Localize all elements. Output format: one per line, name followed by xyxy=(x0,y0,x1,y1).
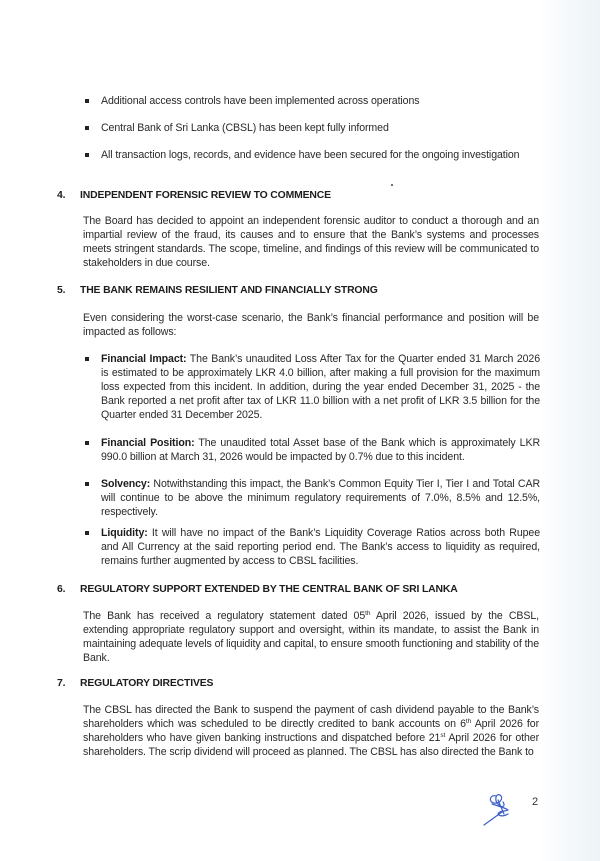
list-item-solvency xyxy=(84,477,540,519)
bullet-icon xyxy=(84,121,101,135)
section-5-heading xyxy=(57,284,547,298)
list-item-liquidity xyxy=(84,526,540,568)
signature-initials-icon xyxy=(478,792,528,828)
page-number: 2 xyxy=(532,796,539,808)
section-4-heading xyxy=(57,189,547,203)
bullet-label: Financial Position: xyxy=(101,437,195,449)
section-7-body: The CBSL has directed the Bank to suspend the payment of cash dividend payable to the Bank’s shareholders which was scheduled to be directly credited to bank accounts on 6th April 2026 for shareholders who have given banking instructions and dispatched before 21st April 2026 for other shareholders. The scrip dividend will proceed as planned. The CBSL has also directed the Bank to xyxy=(83,704,540,758)
bullet-icon xyxy=(84,94,101,108)
section-title: REGULATORY DIRECTIVES xyxy=(80,678,214,689)
section-number: 5. xyxy=(57,285,66,296)
bullet-label: Financial Impact: xyxy=(101,353,187,365)
section-5-intro: Even considering the worst-case scenario, the Bank’s financial performance and position will be impacted as follows: xyxy=(83,312,539,338)
scan-artifact xyxy=(391,184,393,186)
bullet-icon xyxy=(84,148,101,162)
bullet-text: Financial Impact: The Bank’s unaudited Loss After Tax for the Quarter ended 31 March 2026 is estimated to be approximately LKR 4.0 billion, after making a full provision for the maximum loss expected from this incident. In addition, during the year ended December 31, 2025 - the Bank reported a net profit after tax of LKR 11.0 billion with a net profit of LKR 3.5 billion for the Quarter ended 31 December 2025. xyxy=(101,353,540,421)
section-number: 4. xyxy=(57,190,66,201)
section-4-body: The Board has decided to appoint an independent forensic auditor to conduct a thorough and an impartial review of the fraud, its causes and to ensure that the Bank’s systems and processes meets stringent standards. The scope, timeline, and findings of this review will be communicated to stakeholders in due course. xyxy=(83,215,539,269)
bullet-text: Additional access controls have been implemented across operations xyxy=(101,95,420,107)
section-title: INDEPENDENT FORENSIC REVIEW TO COMMENCE xyxy=(80,190,331,201)
bullet-icon xyxy=(84,352,101,422)
section-number: 6. xyxy=(57,584,66,595)
section-6-heading xyxy=(57,583,547,597)
bullet-icon xyxy=(84,436,101,464)
list-item xyxy=(84,94,540,108)
bullet-icon xyxy=(84,477,101,519)
list-item-financial-position xyxy=(84,436,540,464)
bullet-text: Financial Position: The unaudited total Asset base of the Bank which is approximately LKR 990.0 billion at March 31, 2026 would be impacted by 0.7% due to this incident. xyxy=(101,437,540,463)
section-6-body: The Bank has received a regulatory statement dated 05th April 2026, issued by the CBSL, extending appropriate regulatory support and oversight, within its mandate, to assist the Bank in maintaining adequate levels of liquidity and capital, to ensure smooth functioning and stability of the Bank. xyxy=(83,610,539,664)
bullet-text: Liquidity: It will have no impact of the Bank’s Liquidity Coverage Ratios across both Rupee and All Currency at the said reporting period end. The Bank’s access to liquidity as required, remains further augmented by access to CBSL facilities. xyxy=(101,527,540,567)
list-item xyxy=(84,148,540,162)
section-7-heading xyxy=(57,677,547,691)
bullet-label: Solvency: xyxy=(101,478,151,490)
section-title: REGULATORY SUPPORT EXTENDED BY THE CENTRAL BANK OF SRI LANKA xyxy=(80,584,458,595)
list-item xyxy=(84,121,540,135)
bullet-text: Central Bank of Sri Lanka (CBSL) has been kept fully informed xyxy=(101,122,389,134)
bullet-label: Liquidity: xyxy=(101,527,148,539)
list-item-financial-impact xyxy=(84,352,540,422)
bullet-icon xyxy=(84,526,101,568)
bullet-text: All transaction logs, records, and evidence have been secured for the ongoing investigation xyxy=(101,149,520,161)
section-title: THE BANK REMAINS RESILIENT AND FINANCIALLY STRONG xyxy=(80,285,378,296)
bullet-text: Solvency: Notwithstanding this impact, the Bank’s Common Equity Tier I, Tier I and Total CAR will continue to be above the minimum regulatory requirements of 7.0%, 8.5% and 12.5%, respectively. xyxy=(101,478,540,518)
section-number: 7. xyxy=(57,678,66,689)
